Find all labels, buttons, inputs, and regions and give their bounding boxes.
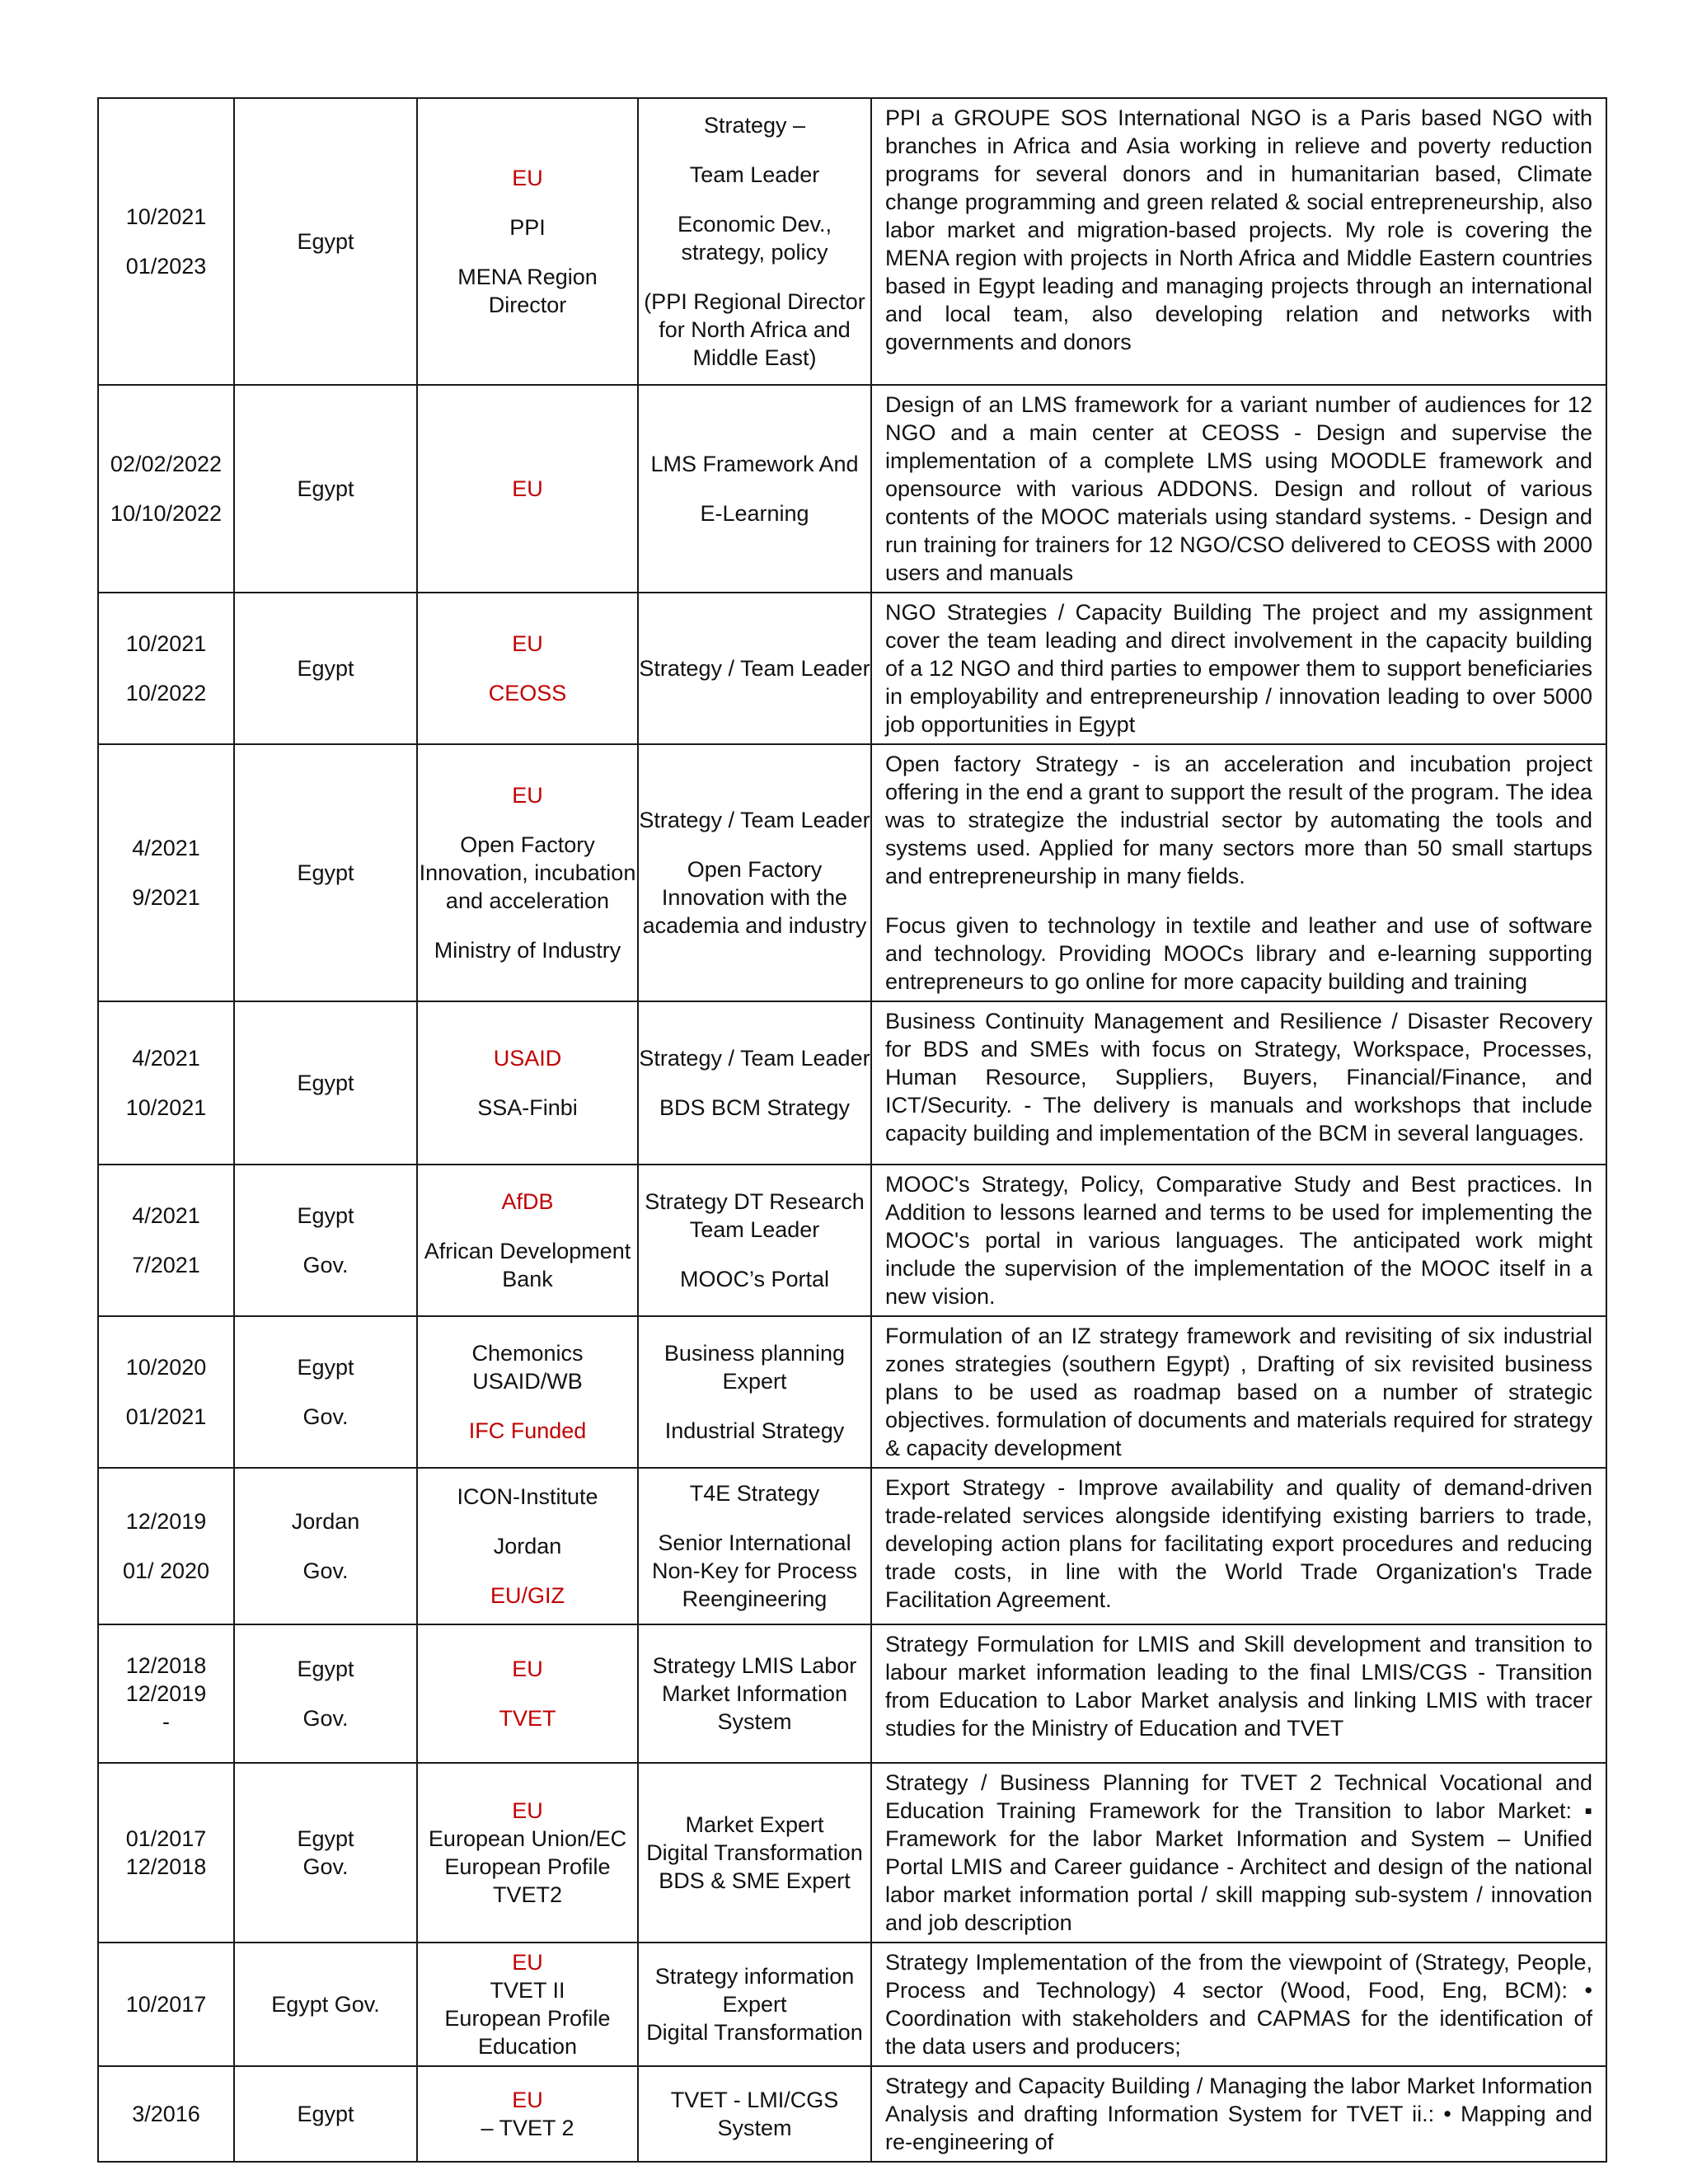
description-paragraph: Strategy Implementation of the from the viewpoint of (Strategy, People, Process and Technology) 4 sector (Wood, Food, Eng, BCM): • Coordination with stakeholders and CAPMAS for the identification of the data users and producers; [885,1950,1592,2059]
role-cell [638,385,871,593]
table-row [98,1165,1606,1316]
description-paragraph: MOOC's Strategy, Policy, Comparative Study and Best practices. In Addition to lessons learned and terms to be used for implementing the MOOC's portal in various languages. The anticipated work might include the supervision of the implementation of the MOOC itself in a new vision. [885,1172,1592,1309]
date-cell [98,1624,234,1763]
organization-cell-line: EU [512,1657,543,1681]
country-cell [234,1624,417,1763]
date-cell-line: 10/2021 [125,204,207,229]
description-paragraph: Formulation of an IZ strategy framework and revisiting of six industrial zones strategies (southern Egypt) , Drafting of six revisited business plans to be used as roadmap based on a number of strategic objectives. formulation of documents and materials required for strategy & capacity development [885,1324,1592,1460]
date-cell [98,593,234,744]
country-cell [234,2066,417,2162]
description-cell [871,98,1606,385]
description-paragraph: PPI a GROUPE SOS International NGO is a Paris based NGO with branches in Africa and Asia working in relieve and poverty reduction programs for several donors and in humanitarian based, Climate change programming and green related & social entrepreneurship, also labor market and migration-based projects. My role is covering the MENA region with projects in North Africa and Middle Eastern countries based in Egypt leading and managing projects through an international and local team, also developing relation and networks with governments and donors [885,105,1592,354]
date-cell-line: 3/2016 [132,2102,200,2126]
organization-cell-line: European Union/EC [428,1826,627,1851]
table-row [98,385,1606,593]
organization-cell-line: Education [477,2034,578,2059]
role-cell-line: Strategy DT Research Team Leader [645,1189,865,1242]
role-cell-line: Economic Dev., strategy, policy [677,212,832,265]
table-row [98,593,1606,744]
description-cell [871,1316,1606,1468]
role-cell-line: Strategy / Team Leader [639,1046,870,1071]
organization-cell-line: Jordan [493,1534,562,1558]
role-cell-line: Strategy – [703,113,806,138]
country-cell-line: Gov. [302,1706,349,1731]
organization-cell-line: AfDB [501,1189,554,1214]
role-cell-line: BDS & SME Expert [659,1868,851,1893]
country-cell-line: Egypt [297,1071,354,1095]
country-cell [234,593,417,744]
organization-cell [417,1943,638,2066]
role-cell-line: Open Factory Innovation with the academia and industry [642,857,867,938]
description-paragraph: Focus given to technology in textile and leather and use of software and technology. Providing MOOCs library and e-learning supporting entrepreneurs to go online for more capacity building and training [885,913,1592,994]
role-cell [638,593,871,744]
role-cell [638,1943,871,2066]
description-cell [871,1943,1606,2066]
organization-cell-line: Open Factory Innovation, incubation and acceleration [419,832,636,913]
table-row [98,1468,1606,1624]
country-cell-line: Gov. [302,1558,349,1583]
role-cell [638,98,871,385]
date-cell-line: 01/2017 [125,1826,207,1851]
organization-cell-line: EU/GIZ [490,1583,565,1608]
organization-cell [417,98,638,385]
country-cell [234,385,417,593]
table-row [98,2066,1606,2162]
date-cell-line: 10/2021 [125,631,207,656]
experience-table-body [98,98,1606,2162]
description-paragraph: Design of an LMS framework for a variant number of audiences for 12 NGO and a main center at CEOSS - Design and supervise the implementation of a complete LMS using MOODLE framework and opensource with various ADDONS. Design and rollout of various contents of the MOOC materials using standard systems. - Design and run training for trainers for 12 NGO/CSO delivered to CEOSS with 2000 users and manuals [885,392,1592,585]
organization-cell-line: Ministry of Industry [434,938,621,963]
organization-cell [417,1468,638,1624]
country-cell-line: Egypt [297,860,354,885]
date-cell-line: 10/2021 [125,1095,207,1120]
table-row [98,1316,1606,1468]
description-paragraph: NGO Strategies / Capacity Building The project and my assignment cover the team leading and direct involvement in the capacity building of a 12 NGO and third parties to empower them to support beneficiaries in employability and entrepreneurship / innovation leading to over 5000 job opportunities in Egypt [885,600,1592,737]
role-cell-line: Strategy LMIS Labor Market Information System [652,1653,857,1734]
organization-cell-line: European Profile [444,2006,611,2031]
date-cell [98,2066,234,2162]
date-cell-line: 01/ 2020 [122,1558,210,1583]
organization-cell-line: TVET2 [492,1882,563,1907]
date-cell [98,1316,234,1468]
role-cell-line: E-Learning [700,501,809,526]
description-paragraph: Open factory Strategy - is an acceleration and incubation project offering in the end a grant to support the result of the program. The idea was to strategize the industrial sector by automating the tools and systems used. Applied for many sectors more than 50 small startups and entrepreneurship in many fields. [885,752,1592,888]
role-cell-line: Market Expert [685,1812,824,1837]
country-cell [234,1468,417,1624]
date-cell [98,1943,234,2066]
country-cell-line: Jordan [291,1509,360,1534]
role-cell [638,1001,871,1165]
role-cell-line: Strategy / Team Leader [639,656,870,681]
role-cell [638,1468,871,1624]
description-cell [871,2066,1606,2162]
description-cell [871,744,1606,1001]
organization-cell-line: TVET II [490,1978,565,2003]
organization-cell [417,1001,638,1165]
role-cell-line: Strategy / Team Leader [639,808,870,832]
country-cell [234,1316,417,1468]
country-cell-line: Egypt [297,229,354,254]
description-paragraph: Export Strategy - Improve availability and quality of demand-driven trade-related services alongside identifying existing barriers to trade, developing action plans for facilitating export procedures and reducing trade costs, in line with the World Trade Organization's Trade Facilitation Agreement. [885,1475,1592,1612]
organization-cell-line: Chemonics USAID/WB [471,1341,584,1394]
role-cell-line: System [717,2116,792,2140]
description-paragraph: Strategy and Capacity Building / Managing the labor Market Information Analysis and drafting Information System for TVET ii.: • Mapping and re-engineering of [885,2074,1592,2154]
description-cell [871,593,1606,744]
date-cell-line: 4/2021 [132,1046,200,1071]
date-cell-line: 12/2018 [125,1653,207,1678]
country-cell [234,1001,417,1165]
date-cell [98,744,234,1001]
date-cell-line: 7/2021 [132,1253,200,1277]
table-row [98,1763,1606,1943]
organization-cell [417,1624,638,1763]
organization-cell-line: SSA-Finbi [477,1095,578,1120]
role-cell [638,1763,871,1943]
description-paragraph: Strategy Formulation for LMIS and Skill development and transition to labour market information leading to the final LMIS/CGS - Transition from Education to Labor Market analysis and linking LMIS with tracer studies for the Ministry of Education and TVET [885,1632,1592,1741]
organization-cell-line: African Development Bank [424,1239,631,1291]
organization-cell [417,1763,638,1943]
organization-cell-line: ICON-Institute [457,1484,598,1509]
date-cell-line: 10/2020 [125,1355,207,1380]
description-cell [871,1165,1606,1316]
date-cell-line: - [162,1709,170,1734]
role-cell-line: BDS BCM Strategy [659,1095,851,1120]
organization-cell [417,2066,638,2162]
role-cell-line: Expert [722,1992,787,2017]
country-cell-line: Gov. [302,1854,349,1879]
description-paragraph: Business Continuity Management and Resilience / Disaster Recovery for BDS and SMEs with focus on Strategy, Workspace, Processes, Human Resource, Suppliers, Buyers, Financial/Finance, and ICT/Security. - The delivery is manuals and workshops that include capacity building and implementation of the BCM in several languages. [885,1009,1592,1146]
role-cell-line: Digital Transformation [646,1840,863,1865]
country-cell-line: Egypt [297,1355,354,1380]
organization-cell-line: EU [512,476,543,501]
role-cell-line: Industrial Strategy [664,1418,845,1443]
country-cell-line: Egypt [297,1203,354,1228]
date-cell [98,1001,234,1165]
table-row [98,98,1606,385]
country-cell-line: Egypt [297,656,354,681]
date-cell [98,98,234,385]
country-cell [234,98,417,385]
date-cell-line: 12/2019 [125,1681,207,1706]
date-cell [98,1763,234,1943]
description-cell [871,385,1606,593]
role-cell-line: MOOC’s Portal [679,1267,830,1291]
organization-cell-line: PPI [509,215,546,240]
organization-cell [417,1165,638,1316]
country-cell [234,1943,417,2066]
country-cell [234,1165,417,1316]
organization-cell [417,1316,638,1468]
country-cell-line: Egypt [297,1826,354,1851]
organization-cell-line: EU [512,783,543,808]
table-row [98,1001,1606,1165]
organization-cell-line: CEOSS [488,681,567,705]
organization-cell [417,385,638,593]
date-cell-line: 10/2022 [125,681,207,705]
organization-cell-line: EU [512,1950,543,1975]
description-cell [871,1468,1606,1624]
date-cell-line: 02/02/2022 [110,452,223,476]
organization-cell-line: European Profile [444,1854,611,1879]
role-cell-line: Business planning Expert [663,1341,846,1394]
date-cell-line: 10/10/2022 [110,501,223,526]
organization-cell [417,744,638,1001]
role-cell [638,1165,871,1316]
organization-cell-line: MENA Region Director [457,265,598,317]
experience-table [97,97,1607,2163]
date-cell-line: 01/2021 [125,1404,207,1429]
description-cell [871,1001,1606,1165]
date-cell-line: 10/2017 [125,1992,207,2017]
description-paragraph: Strategy / Business Planning for TVET 2 Technical Vocational and Education Training Framework for the Transition to labor Market: ▪ Framework for the labor Market Information and System – Unified Portal LMIS and Career guidance - Architect and design of the national labor market information portal / skill mapping sub-system / innovation and job description [885,1770,1592,1935]
role-cell [638,744,871,1001]
date-cell [98,1468,234,1624]
country-cell [234,1763,417,1943]
table-row [98,1624,1606,1763]
role-cell-line: Senior International Non-Key for Process Reengineering [651,1530,858,1611]
country-cell-line: Gov. [302,1253,349,1277]
description-cell [871,1624,1606,1763]
date-cell-line: 12/2019 [125,1509,207,1534]
organization-cell-line: EU [512,2088,543,2112]
organization-cell-line: EU [512,631,543,656]
organization-cell-line: – TVET 2 [481,2116,574,2140]
country-cell-line: Egypt [297,2102,354,2126]
country-cell-line: Egypt Gov. [271,1992,380,2017]
date-cell-line: 4/2021 [132,836,200,860]
date-cell [98,1165,234,1316]
country-cell-line: Gov. [302,1404,349,1429]
country-cell [234,744,417,1001]
role-cell-line: Team Leader [689,162,820,187]
role-cell-line: T4E Strategy [689,1481,820,1506]
role-cell [638,1624,871,1763]
organization-cell-line: EU [512,1798,543,1823]
role-cell-line: LMS Framework And [650,452,859,476]
role-cell-line: (PPI Regional Director for North Africa and Middle East) [644,289,865,370]
table-row [98,1943,1606,2066]
role-cell-line: Digital Transformation [646,2020,863,2045]
country-cell-line: Egypt [297,1657,354,1681]
role-cell [638,1316,871,1468]
country-cell-line: Egypt [297,476,354,501]
date-cell-line: 4/2021 [132,1203,200,1228]
organization-cell-line: TVET [499,1706,556,1731]
role-cell-line: TVET - LMI/CGS [670,2088,839,2112]
role-cell [638,2066,871,2162]
table-row [98,744,1606,1001]
role-cell-line: Strategy information [654,1964,855,1989]
date-cell-line: 12/2018 [125,1854,207,1879]
date-cell-line: 9/2021 [132,885,200,910]
organization-cell-line: IFC Funded [468,1418,587,1443]
date-cell [98,385,234,593]
description-cell [871,1763,1606,1943]
organization-cell [417,593,638,744]
organization-cell-line: USAID [493,1046,562,1071]
date-cell-line: 01/2023 [125,254,207,279]
organization-cell-line: EU [512,166,543,190]
